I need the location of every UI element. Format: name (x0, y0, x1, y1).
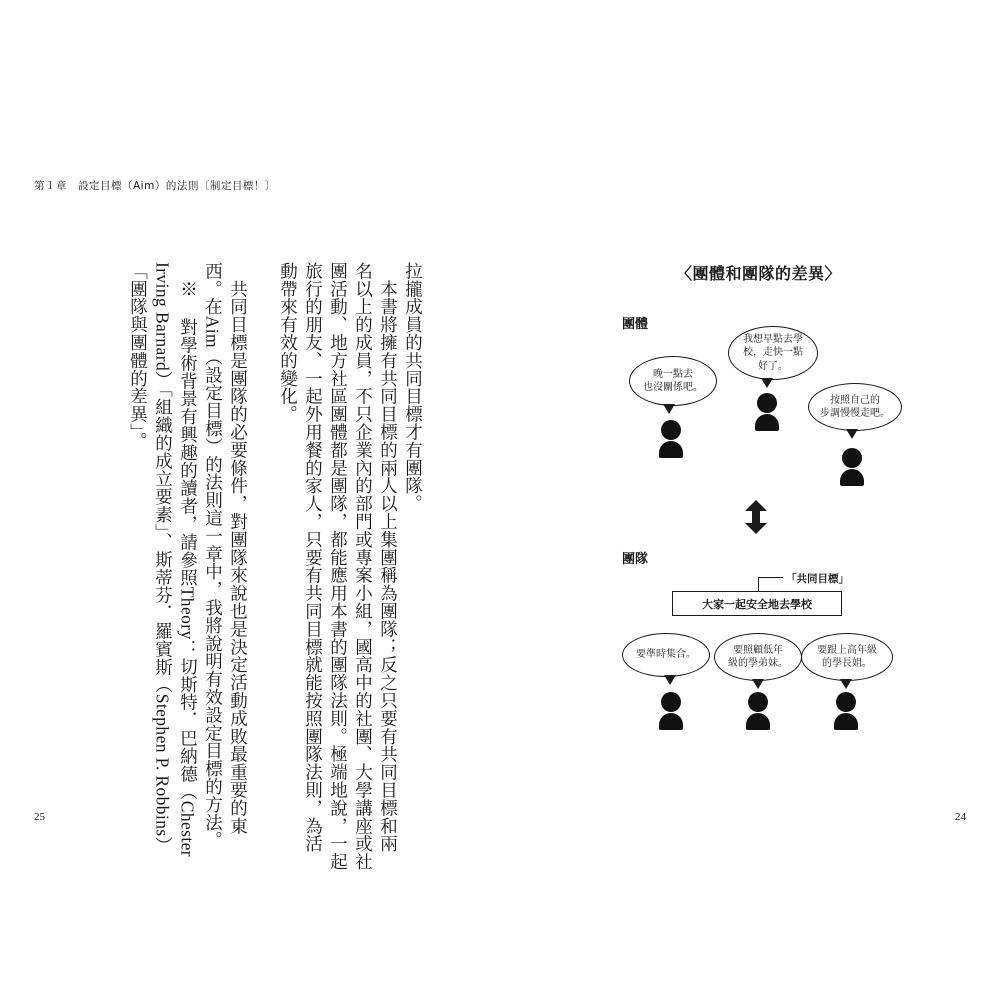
bubble-tail (846, 429, 858, 439)
body-column-10: Irving Barnard）「組織的成立要素」、斯蒂芬．羅賓斯（Stephen P. Robbins） (152, 262, 173, 855)
speech-bubble-team-3: 要跟上高年級 的學長姐。 (801, 633, 893, 681)
person-icon (659, 692, 683, 730)
goal-bracket (758, 577, 783, 592)
body-column-6: 動帶來有效的變化。 (277, 262, 298, 424)
speech-bubble-team-2: 要照顧低年 級的學弟妹。 (714, 633, 802, 681)
person-icon (659, 420, 683, 458)
team-label: 團隊 (622, 552, 649, 567)
body-column-5: 旅行的朋友、一起外用餐的家人，只要有共同目標就能按照團隊法則，為活 (302, 262, 323, 853)
bubble-tail (761, 378, 773, 388)
speech-bubble-group-3: 按照自己的 步調慢慢走吧。 (808, 383, 902, 431)
body-column-11: 「團隊與團體的差異」。 (127, 262, 148, 451)
figure-title: 〈團體和團隊的差異〉 (676, 264, 842, 283)
common-goal-box: 大家一起安全地去學校 (672, 591, 842, 616)
double-arrow-icon (745, 500, 767, 534)
bubble-tail (664, 675, 676, 685)
page-number-left: 25 (34, 811, 45, 823)
common-goal-label: 「共同目標」 (786, 573, 849, 585)
body-column-9: ※ 對學術背景有興趣的讀者，請參照Theory：切斯特．巴納德（Chester (177, 262, 198, 858)
body-column-7: 共同目標是團隊的必要條件，對團隊來說也是決定活動成敗最重要的東 (227, 262, 248, 835)
body-column-2: 本書將擁有共同目標的兩人以上集團稱為團隊；反之只要有共同目標和兩 (377, 262, 398, 853)
person-icon (755, 393, 779, 431)
speech-bubble-group-2: 我想早點去學 校，走快一點 好了。 (728, 326, 818, 380)
body-column-1: 拉攏成員的共同目標才有團隊。 (402, 262, 423, 513)
person-icon (746, 692, 770, 730)
running-head: 第１章 設定目標（Aim）的法則〔制定目標！〕 (34, 180, 276, 192)
body-column-8: 西。在Aim（設定目標）的法則這一章中，我將說明有效設定目標的方法。 (202, 262, 223, 850)
person-icon (834, 692, 858, 730)
bubble-tail (840, 679, 852, 689)
body-column-4: 團活動、地方社區團體都是團隊，都能應用本書的團隊法則。極端地說，一起 (327, 262, 348, 871)
group-label: 團體 (622, 317, 649, 332)
body-column-3: 名以上的成員，不只企業內的部門或專案小組，國高中的社團、大學講座或社 (352, 262, 373, 871)
person-icon (840, 448, 864, 486)
speech-bubble-team-1: 要準時集合。 (622, 633, 710, 677)
page-number-right: 24 (955, 811, 966, 823)
speech-bubble-group-1: 晚一點去 也沒關係吧。 (629, 356, 717, 406)
bubble-tail (663, 404, 675, 414)
bubble-tail (752, 679, 764, 689)
